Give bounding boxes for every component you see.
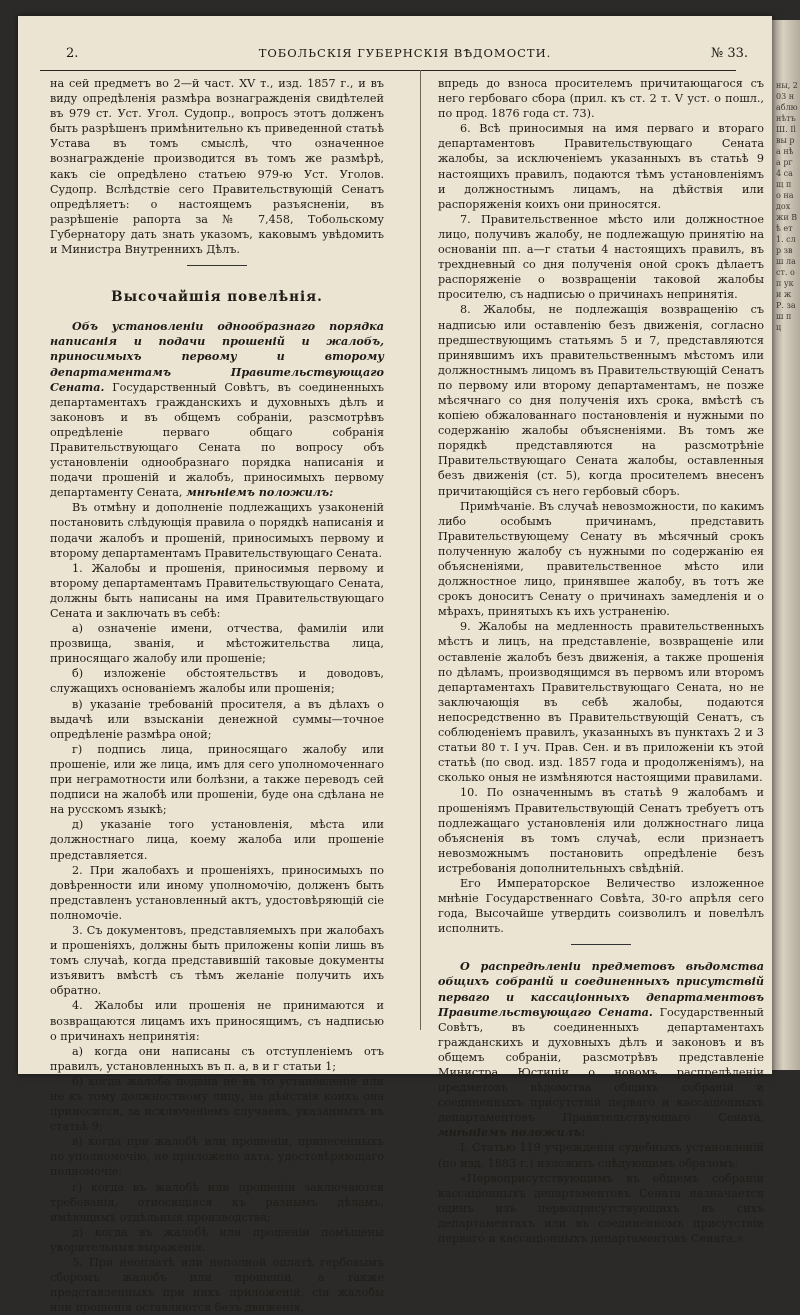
left-column — [50, 76, 384, 1315]
header-rule — [40, 70, 736, 71]
rule-item: 2. При жалобахъ и прошеніяхъ, приносимыхъ по довѣренности или иному уполномочію, долженъ быть представленъ установленный актъ, удостовѣряющій сіе полномочіе. — [50, 863, 384, 922]
rule-item: д) когда въ жалобѣ или прошеніи помѣщены укорительныя выраженія. — [50, 1225, 384, 1254]
note-paragraph: Примѣчаніе. Въ случаѣ невозможности, по какимъ либо особымъ причинамъ, представить Правительствующему Сенату въ мѣсячный срокъ полученную жалобу съ нужными по содержанію ея объясненіями, правительственное мѣсто или должностное лицо, принявшее жалобу, въ тотъ же срокъ доноситъ Сенату о причинахъ замедленія и о мѣрахъ, принятыхъ къ ихъ устраненію. — [438, 499, 764, 619]
right-paragraph: 7. Правительственное мѣсто или должностное лицо, получивъ жалобу, не подлежащую принятію на основаніи пп. а—г статьи 4 настоящихъ правилъ, въ трехдневный со дня полученія оной срокъ дѣлаетъ распоряженіе о возвращеніи таковой жалобы просителю, съ надписью о причинахъ непринятія. — [438, 212, 764, 302]
column-divider — [420, 70, 421, 1030]
rule-item: б) изложеніе обстоятельствъ и доводовъ, служащихъ основаніемъ жалобы или прошенія; — [50, 667, 384, 696]
decree-opinion: мнѣніемъ положилъ: — [186, 485, 334, 500]
imperial-approval: Его Императорское Величество изложенное мнѣніе Государственнаго Совѣта, 30-го апрѣля сего года, Высочайше утвердить соизволилъ и повелѣлъ исполнить. — [438, 876, 764, 936]
adjacent-page-fragment: ны, 203 наблю нѣтъ Ш. Il вы ра нѣ а рг 4 са щ п о на дох жи Вѣ ет 1. сл р зв ш ла ст. оп ук и ж Р. за ш п ц — [776, 81, 798, 332]
rule-item: а) означеніе имени, отчества, фамиліи или прозвища, званія, и мѣстожительства лица, приносящаго жалобу или прошеніе; — [50, 622, 384, 666]
rule-item: г) подпись лица, приносящаго жалобу или прошеніе, или же лица, имъ для сего уполномоченнаго при неграмотности или болѣзни, а также переводъ сей подписи на жалобѣ или прошеніи, буде она сдѣлана не на русскомъ языкѣ; — [50, 742, 384, 817]
rule-item: а) когда они написаны съ отступленіемъ отъ правилъ, установленныхъ въ п. а, в и г статьи 1; — [50, 1044, 384, 1073]
intro-paragraph: на сей предметъ во 2—й част. XV т., изд. 1857 г., и въ виду опредѣленія размѣра вознагражденія свидѣтелей въ 979 ст. Уст. Угол. Судопр., вопросъ этотъ долженъ быть разрѣшенъ примѣнительно къ приведенной статьѣ Устава въ томъ смыслѣ, что означенное вознагражденіе производится въ томъ же размѣрѣ, какъ сіе опредѣлено статьею 979-ю Уст. Уголов. Судопр. Вслѣдствіе сего Правительствующій Сенатъ опредѣляетъ: о настоящемъ разъясненіи, въ разрѣшеніе рапорта за № 7,458, Тобольскому Губернатору дать знать указомъ, каковымъ увѣдомить и Министра Внутреннихъ Дѣлъ. — [50, 77, 384, 257]
adjacent-page-edge — [772, 20, 800, 1070]
decree2-quote: «Первоприсутствующимъ въ общемъ собраніи кассаціонныхъ департаментовъ Сената назначается одинъ изъ первоприсутствующихъ въ сихъ департаментахъ или въ соединенномъ присутствіи перваго и кассаціонныхъ департаментовъ Сената.» — [438, 1171, 764, 1246]
rule-item: 3. Съ документовъ, представляемыхъ при жалобахъ и прошеніяхъ, должны быть приложены копіи лишь въ томъ случаѣ, когда представившій таковые документы изъявитъ вмѣстѣ съ тѣмъ желаніе получить ихъ обратно. — [50, 923, 384, 998]
rule-item: г) когда въ жалобѣ или прошеніи заключаются требованія, относящіяся къ разнымъ дѣламъ, имѣющимъ отдѣльныя производства; — [50, 1180, 384, 1224]
section-separator — [187, 265, 247, 266]
right-paragraph: 8. Жалобы, не подлежащія возвращенію съ надписью или оставленію безъ движенія, согласно предшествующимъ статьямъ 5 и 7, представляются принявшимъ ихъ правительственнымъ мѣстомъ или должностнымъ лицомъ въ Правительствующій Сенатъ по первому или второму департаментамъ, не позже мѣсячнаго со дня полученія ихъ срока, вмѣстѣ съ копіею обжалованнаго постановленія и нужными по содержанію жалобы объясненіями. Въ томъ же порядкѣ представляются на разсмотрѣніе Правительствующаго Сената жалобы, оставленныя безъ движенія (ст. 5), когда просителемъ внесенъ причитающійся съ него гербовый сборъ. — [438, 303, 764, 498]
decree2-body: Государственный Совѣтъ, въ соединенныхъ департаментахъ гражданскихъ и духовныхъ дѣлъ и законовъ и въ общемъ собраніи, разсмотрѣвъ представленіе Министра Юстиціи о новомъ распредѣленіи предметовъ вѣдомства общихъ собраній и соединенныхъ присутствій перваго и кассаціонныхъ департаментовъ Правительствующаго Сената, — [438, 1005, 764, 1125]
newspaper-title: ТОБОЛЬСКІЯ ГУБЕРНСКІЯ ВѢДОМОСТИ. — [258, 46, 552, 60]
page-number: 2. — [66, 46, 79, 61]
page-header — [56, 44, 754, 66]
right-paragraph: 9. Жалобы на медленность правительственныхъ мѣстъ и лицъ, на представленіе, возвращеніе или оставленіе жалобъ безъ движенія, а также прошенія по дѣламъ, производящимся въ первомъ или второмъ департаментахъ Правительствующаго Сената, но не заключающія въ себѣ жалобы, подаются непосредственно въ Правительствующій Сенатъ, съ соблюденіемъ правилъ, указанныхъ въ пунктахъ 2 и 3 статьи 80 т. I уч. Прав. Сен. и въ приложеніи къ этой статьѣ (по свод. изд. 1857 года и продолженіямъ), на сколько оныя не измѣняются настоящими правилами. — [438, 620, 764, 785]
rule-item: д) указаніе того установленія, мѣста или должностнаго лица, коему жалоба или прошеніе представляется. — [50, 818, 384, 862]
rule-item: в) когда при жалобѣ или прошеніи, принесенныхъ по уполномочію, не приложено акта, удостовѣряющаго полномочіе; — [50, 1135, 384, 1179]
right-paragraph: 10. По означеннымъ въ статьѣ 9 жалобамъ и прошеніямъ Правительствующій Сенатъ требуетъ отъ подлежащаго установленія или должностнаго лица объясненія въ томъ случаѣ, если признаетъ невозможнымъ постановить опредѣленіе безъ истребованія дополнительныхъ свѣдѣній. — [438, 786, 764, 875]
rule-item: 4. Жалобы или прошенія не принимаются и возвращаются лицамъ ихъ приносящимъ, съ надписью о причинахъ непринятія: — [50, 999, 384, 1043]
decree-preamble: Въ отмѣну и дополненіе подлежащихъ узаконеній постановить слѣдующія правила о порядкѣ написанія и подачи жалобъ и прошеній, приносимыхъ первому и второму департаментамъ Правительствующаго Сената. — [50, 501, 384, 560]
decree-body: Государственный Совѣтъ, въ соединенныхъ департаментахъ гражданскихъ и духовныхъ дѣлъ и законовъ и въ общемъ собраніи, разсмотрѣвъ опредѣленіе перваго общаго собранія Правительствующаго Сената по вопросу объ установленіи однообразнаго порядка написанія и подачи прошеній и жалобъ, приносимыхъ первому департаменту Сената, — [50, 380, 384, 500]
rule-item: в) указаніе требованій просителя, а въ дѣлахъ о выдачѣ или взысканіи денежной суммы—точное опредѣленіе размѣра оной; — [50, 697, 384, 741]
decree2-opinion: мнѣніемъ положилъ: — [438, 1125, 586, 1140]
rule-item: 5. При неоплатѣ или неполной оплатѣ гербовымъ сборомъ жалобъ или прошеній, а также представленныхъ при нихъ приложеній, сіи жалобы или прошенія оставляются безъ движенія, — [50, 1256, 384, 1315]
section-title: Высочайшія повелѣнія. — [111, 289, 323, 306]
decree-title: Объ установленіи однообразнаго порядка написанія и подачи прошеній и жалобъ, приносимыхъ первому и второму департаментамъ Правительствующаго Сената. — [50, 319, 384, 394]
decree2-title: О распредѣленіи предметовъ вѣдомства общихъ собраній и соединенныхъ присутствій перваго и кассаціонныхъ департаментовъ Правительствующаго Сената. — [438, 959, 764, 1019]
issue-number: № 33. — [710, 46, 748, 61]
decree2-item: I. Статью 119 учрежденія судебныхъ установленій (по изд. 1883 г.) изложить слѣдующимъ образомъ: — [438, 1141, 764, 1170]
right-paragraph: впредь до взноса просителемъ причитающагося съ него гербоваго сбора (прил. къ ст. 2 т. V уст. о пошл., по прод. 1876 года ст. 73). — [438, 77, 764, 121]
rule-item: б) когда жалоба подана не въ то установленіе или не къ тому должностному лицу, на дѣйствія коихъ она приносится, за исключеніемъ случаевъ, указанныхъ въ статьѣ 9; — [50, 1074, 384, 1134]
right-column — [438, 76, 764, 1246]
right-paragraph: 6. Всѣ приносимыя на имя перваго и втораго департаментовъ Правительствующаго Сената жалобы, за исключеніемъ указанныхъ въ статьѣ 9 настоящихъ правилъ, подаются тѣмъ установленіямъ и должностнымъ лицамъ, на дѣйствія или распоряженія коихъ они приносятся. — [438, 122, 764, 211]
rule-item: 1. Жалобы и прошенія, приносимыя первому и второму департаментамъ Правительствующаго Сената, должны быть написаны на имя Правительствующаго Сената и заключать въ себѣ: — [50, 561, 384, 620]
